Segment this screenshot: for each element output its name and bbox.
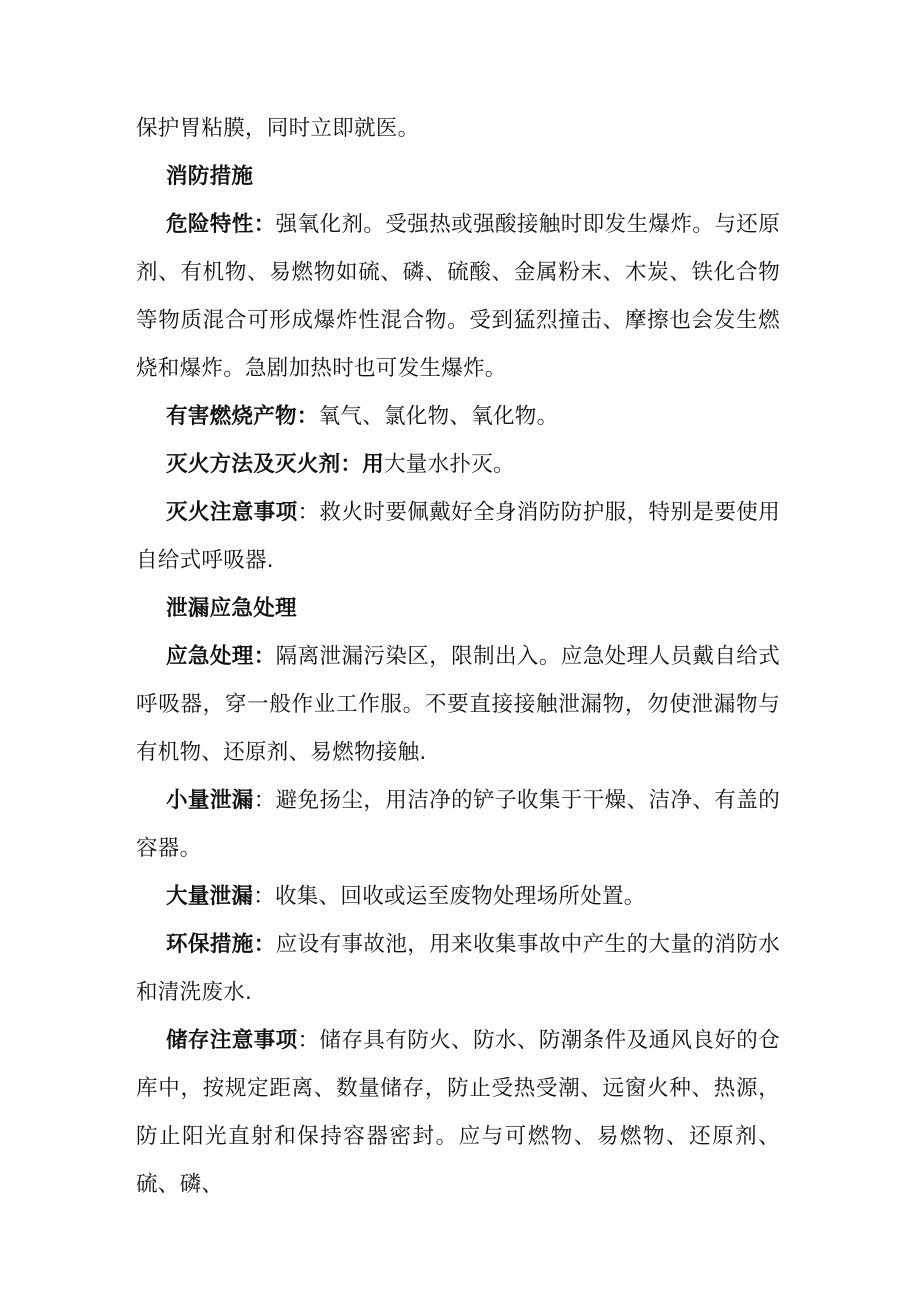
paragraph-text: ：收集、回收或运至废物处理场所处置。 — [253, 884, 646, 909]
paragraph-extinguishing-method — [136, 441, 780, 489]
section-heading-spill-response — [136, 585, 780, 633]
heading-text: 泄漏应急处理 — [166, 596, 297, 621]
paragraph-combustion-products — [136, 393, 780, 441]
paragraph-storage-precautions — [136, 1017, 780, 1209]
paragraph-text: 强氧化剂。受强热或强酸接触时即发生爆炸。与还原剂、有机物、易燃物如硫、磷、硫酸、金属粉末、木炭、铁化合物等物质混合可形成爆炸性混合物。受到猛烈撞击、摩擦也会发生燃烧和爆炸。急剧加热时也可发生爆炸。 — [136, 212, 780, 381]
paragraph-text: 应设有事故池，用来收集事故中产生的大量的消防水和清洗废水. — [136, 932, 780, 1005]
paragraph-hazard-characteristics — [136, 201, 780, 393]
term-label: 灭火注意事项 — [166, 500, 298, 525]
term-label: 有害燃烧产物： — [166, 404, 319, 429]
term-label: 储存注意事项 — [166, 1028, 298, 1053]
paragraph-emergency-handling — [136, 633, 780, 777]
document-page — [136, 105, 780, 1209]
term-label: 环保措施： — [166, 932, 276, 957]
paragraph-small-spill — [136, 777, 780, 873]
term-label: 小量泄漏 — [166, 788, 254, 813]
section-heading-fire-fighting — [136, 153, 780, 201]
term-label: 大量泄漏 — [166, 884, 254, 909]
paragraph-text: 氧气、氯化物、氧化物。 — [318, 404, 559, 429]
paragraph-text: 保护胃粘膜，同时立即就医。 — [136, 116, 420, 141]
term-label: 灭火方法及灭火剂：用 — [166, 452, 385, 477]
paragraph-text: ：避免扬尘，用洁净的铲子收集于干燥、洁净、有盖的容器。 — [136, 788, 780, 861]
paragraph-text: ：储存具有防火、防水、防潮条件及通风良好的仓库中，按规定距离、数量储存，防止受热受潮、远窗火种、热源，防止阳光直射和保持容器密封。应与可燃物、易燃物、还原剂、硫、磷、 — [136, 1028, 780, 1197]
paragraph-text: 隔离泄漏污染区，限制出入。应急处理人员戴自给式呼吸器，穿一般作业工作服。不要直接接触泄漏物，勿使泄漏物与有机物、还原剂、易燃物接触. — [136, 644, 780, 765]
paragraph-text: ：救火时要佩戴好全身消防防护服，特别是要使用自给式呼吸器. — [136, 500, 780, 573]
heading-text: 消防措施 — [166, 164, 254, 189]
term-label: 应急处理： — [166, 644, 276, 669]
paragraph-large-spill — [136, 873, 780, 921]
paragraph-text: 大量水扑灭。 — [384, 452, 515, 477]
paragraph-firefighting-precautions — [136, 489, 780, 585]
term-label: 危险特性： — [166, 212, 276, 237]
continuation-paragraph — [136, 105, 780, 153]
paragraph-environmental-measures — [136, 921, 780, 1017]
